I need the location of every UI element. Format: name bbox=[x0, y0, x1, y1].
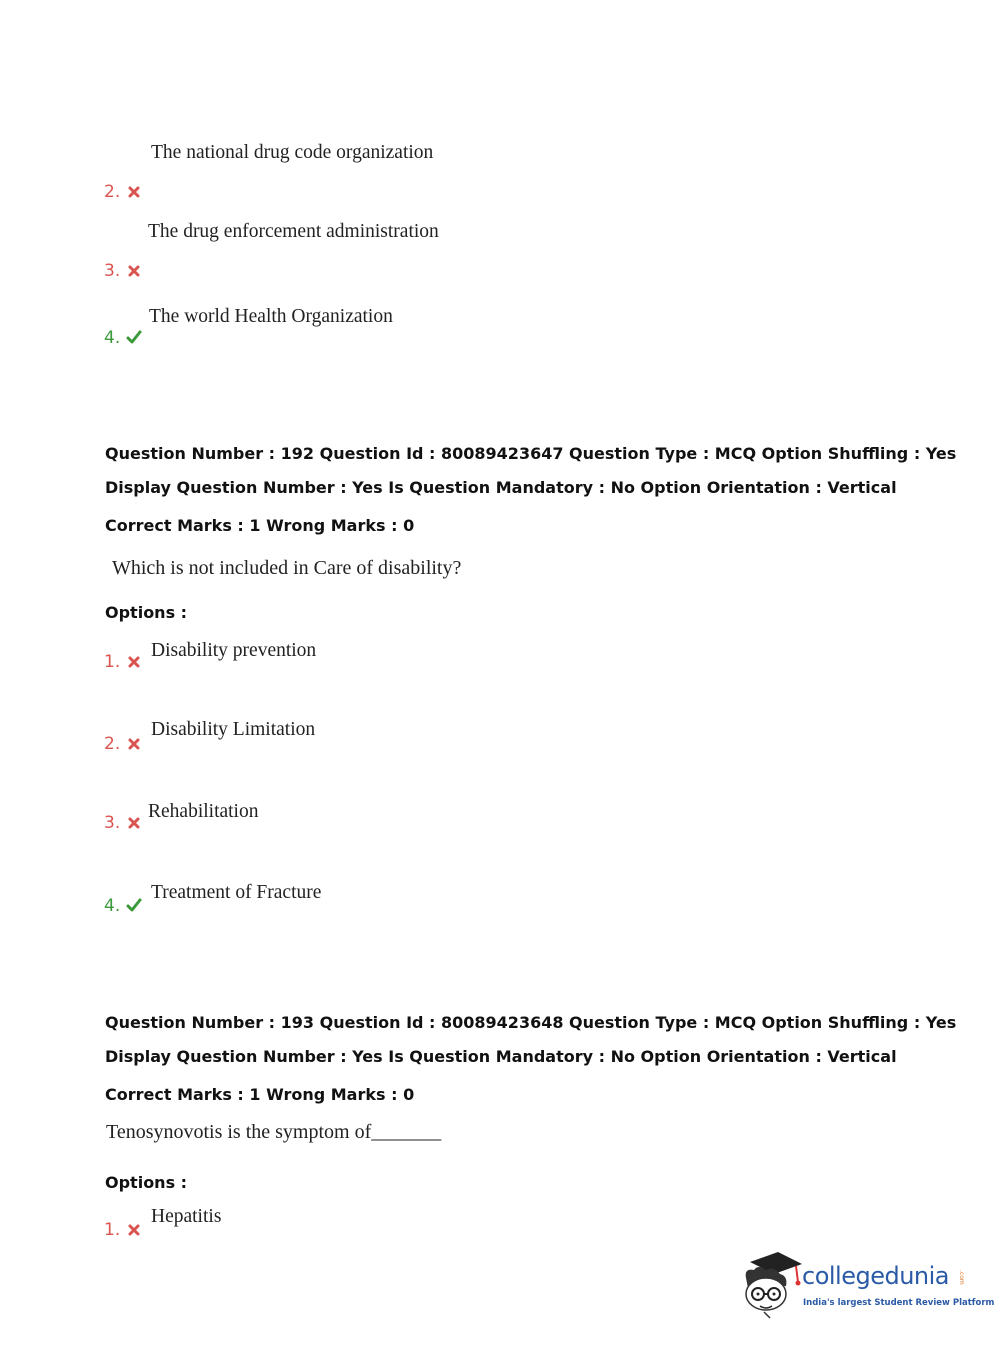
cross-icon bbox=[126, 1222, 142, 1238]
option-text: Treatment of Fracture bbox=[151, 882, 322, 903]
cross-icon bbox=[126, 815, 142, 831]
option-text: The world Health Organization bbox=[149, 306, 393, 327]
cross-icon bbox=[126, 736, 142, 752]
option-text: Disability Limitation bbox=[151, 719, 316, 740]
brand-tagline: India's largest Student Review Platform bbox=[803, 1298, 995, 1308]
brand-dotcom: .com bbox=[958, 1270, 965, 1285]
option-row bbox=[0, 142, 900, 202]
option-number: 2. bbox=[104, 734, 121, 754]
question-marks-line: Correct Marks : 1 Wrong Marks : 0 bbox=[105, 516, 415, 535]
option-number: 1. bbox=[104, 652, 121, 672]
question-meta-line: Display Question Number : Yes Is Question Mandatory : No Option Orientation : Vertical bbox=[105, 478, 897, 497]
option-number: 4. bbox=[104, 896, 121, 916]
cross-icon bbox=[126, 184, 142, 200]
option-text: The drug enforcement administration bbox=[148, 221, 439, 242]
option-row bbox=[0, 882, 900, 916]
option-row bbox=[0, 640, 900, 672]
option-row bbox=[0, 801, 900, 833]
option-row bbox=[0, 719, 900, 754]
option-number: 3. bbox=[104, 813, 121, 833]
mascot-icon bbox=[740, 1248, 804, 1322]
cross-icon bbox=[126, 263, 142, 279]
option-text: The national drug code organization bbox=[151, 142, 434, 163]
option-text: Hepatitis bbox=[151, 1206, 222, 1227]
options-label: Options : bbox=[105, 1173, 188, 1192]
option-text: Rehabilitation bbox=[148, 801, 259, 822]
option-number: 3. bbox=[104, 261, 121, 281]
option-number: 2. bbox=[104, 182, 121, 202]
check-icon bbox=[126, 329, 142, 345]
question-text: Tenosynovotis is the symptom of_______ bbox=[106, 1121, 442, 1143]
brand-name: collegedunia bbox=[802, 1262, 950, 1290]
check-icon bbox=[126, 897, 142, 913]
collegedunia-logo bbox=[740, 1248, 995, 1322]
option-number: 1. bbox=[104, 1220, 121, 1240]
question-meta-line: Question Number : 193 Question Id : 80089423648 Question Type : MCQ Option Shuffling : Yes bbox=[105, 1013, 957, 1032]
cross-icon bbox=[126, 654, 142, 670]
question-text: Which is not included in Care of disability? bbox=[112, 557, 462, 579]
option-row bbox=[0, 221, 900, 281]
question-meta-line: Question Number : 192 Question Id : 80089423647 Question Type : MCQ Option Shuffling : Yes bbox=[105, 444, 957, 463]
options-label: Options : bbox=[105, 603, 188, 622]
question-marks-line: Correct Marks : 1 Wrong Marks : 0 bbox=[105, 1085, 415, 1104]
option-row bbox=[0, 306, 900, 348]
option-row bbox=[0, 1206, 900, 1240]
option-text: Disability prevention bbox=[151, 640, 317, 661]
option-number: 4. bbox=[104, 328, 121, 348]
question-meta-line: Display Question Number : Yes Is Question Mandatory : No Option Orientation : Vertical bbox=[105, 1047, 897, 1066]
